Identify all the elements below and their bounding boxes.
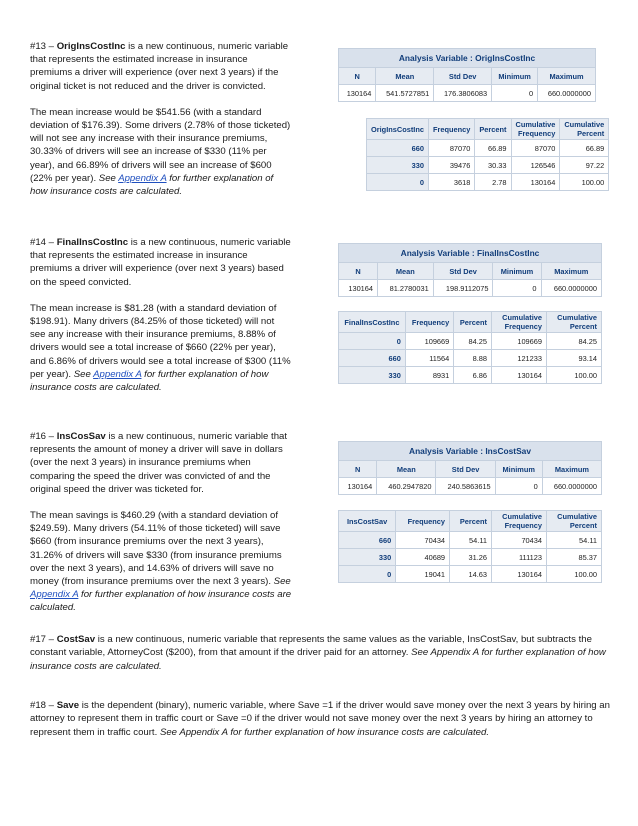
table-row: 660 11564 8.88 121233 93.14 bbox=[339, 350, 602, 367]
col-header: Std Dev bbox=[436, 461, 495, 478]
table-row: 330 40689 31.26 111123 85.37 bbox=[339, 549, 602, 566]
table-row: 660 87070 66.89 87070 66.89 bbox=[367, 140, 609, 157]
col-header: InsCostSav bbox=[339, 511, 396, 532]
table-title: Analysis Variable : InsCostSav bbox=[339, 442, 602, 461]
col-header: N bbox=[339, 68, 376, 85]
variable-name: Save bbox=[56, 700, 80, 711]
col-header: Cumulative Percent bbox=[560, 119, 609, 140]
col-header: Frequency bbox=[396, 511, 450, 532]
col-header: Minimum bbox=[495, 461, 542, 478]
appendix-a-link[interactable]: Appendix A bbox=[118, 172, 167, 184]
col-header: Cumulative Percent bbox=[547, 511, 602, 532]
table-row: 0 3618 2.78 130164 100.00 bbox=[367, 174, 609, 191]
analysis-table-orig bbox=[338, 48, 596, 102]
table-row: 0 19041 14.63 130164 100.00 bbox=[339, 566, 602, 583]
col-header: Maximum bbox=[542, 461, 601, 478]
col-header: Cumulative Frequency bbox=[492, 511, 547, 532]
col-header: Minimum bbox=[492, 68, 538, 85]
frequency-table-final bbox=[338, 311, 602, 384]
col-header: Frequency bbox=[428, 119, 474, 140]
col-header: Maximum bbox=[538, 68, 596, 85]
col-header: Maximum bbox=[541, 263, 602, 280]
table-row: 130164 460.2947820 240.5863615 0 660.0000000 bbox=[339, 478, 602, 495]
col-header: Percent bbox=[454, 312, 492, 333]
col-header: Percent bbox=[475, 119, 511, 140]
section-13-text bbox=[30, 40, 292, 198]
table-row: 130164 541.5727851 176.3806083 0 660.0000000 bbox=[339, 85, 596, 102]
section-14-text bbox=[30, 236, 292, 394]
paragraph-18: #18 – Save is the dependent (binary), numeric variable, where Save =1 if the driver would save money over the next 3 years by hiring an attorney to represent them in traffic court or Save =0 if the driver would not save money over the next 3 years by hiring an attorney to represent them in traffic court. See Appendix A for further explanation of how insurance costs are calculated. bbox=[30, 700, 610, 738]
frequency-table-orig bbox=[366, 118, 609, 191]
col-header: Mean bbox=[378, 263, 434, 280]
col-header: N bbox=[339, 263, 378, 280]
col-header: Mean bbox=[377, 461, 436, 478]
col-header: Frequency bbox=[405, 312, 453, 333]
table-title: Analysis Variable : OrigInsCostInc bbox=[339, 49, 596, 68]
col-header: FinalInsCostInc bbox=[339, 312, 406, 333]
table-row: 330 8931 6.86 130164 100.00 bbox=[339, 367, 602, 384]
col-header: Cumulative Percent bbox=[547, 312, 602, 333]
variable-name: OrigInsCostInc bbox=[56, 41, 126, 52]
section-16-intro: #16 – InsCosSav is a new continuous, numeric variable that represents the amount of money a driver will save in dollars (over the next 3 years) in insurance premiums when comparing the speed the driver was convicted of and the original speed the driver was ticketed for. bbox=[30, 431, 288, 495]
analysis-table-inscostsav bbox=[338, 441, 602, 495]
col-header: Std Dev bbox=[433, 263, 493, 280]
col-header: N bbox=[339, 461, 377, 478]
col-header: Std Dev bbox=[434, 68, 492, 85]
section-16-detail: The mean savings is $460.29 (with a standard deviation of $249.59). Many drivers (54.11% of those ticketed) will save $660 (from insurance premiums over the next 3 years), 31.26% of drivers will save $330 (from insurance premiums over the next 3 years), and 14.63% of drivers will save no money (from insurance premiums over the next 3 years). See Appendix A for further explanation of how insurance costs are calculated. bbox=[30, 510, 292, 614]
col-header: Cumulative Frequency bbox=[511, 119, 560, 140]
table-row: 330 39476 30.33 126546 97.22 bbox=[367, 157, 609, 174]
table-title: Analysis Variable : FinalInsCostInc bbox=[339, 244, 602, 263]
frequency-table-inscostsav bbox=[338, 510, 602, 583]
analysis-table-final bbox=[338, 243, 602, 297]
table-row: 660 70434 54.11 70434 54.11 bbox=[339, 532, 602, 549]
table-row: 130164 81.2780031 198.9112075 0 660.0000000 bbox=[339, 280, 602, 297]
appendix-a-link[interactable]: Appendix A bbox=[30, 589, 79, 601]
variable-name: CostSav bbox=[56, 634, 96, 645]
section-14-detail: The mean increase is $81.28 (with a standard deviation of $198.91). Many drivers (84.25% of those ticketed) will not see any increase with their insurance premiums, 8.88% of drivers would see a total increase of $660 (22% per year), and 6.86% of drivers would see a total increase of $300 (11% per year). See Appendix A for further explanation of how insurance costs are calculated. bbox=[30, 302, 291, 394]
col-header: OrigInsCostInc bbox=[367, 119, 429, 140]
section-16-text bbox=[30, 430, 292, 615]
col-header: Percent bbox=[450, 511, 492, 532]
paragraph-17: #17 – CostSav is a new continuous, numeric variable that represents the same values as the variable, InsCostSav, but subtracts the constant variable, AttorneyCost ($200), from that amount if the driver paid for an attorney. See Appendix A for further explanation of how insurance costs are calculated. bbox=[30, 634, 606, 672]
section-14-intro: #14 – FinalInsCostInc is a new continuous, numeric variable that represents the estimated increase in insurance premiums a driver will experience (over next 3 years) based on the speed convicted. bbox=[30, 237, 291, 288]
table-row: 0 109669 84.25 109669 84.25 bbox=[339, 333, 602, 350]
col-header: Cumulative Frequency bbox=[492, 312, 547, 333]
variable-name: FinalInsCostInc bbox=[56, 237, 129, 248]
section-13-intro: #13 – OrigInsCostInc is a new continuous, numeric variable that represents the estimated increase in insurance premiums a driver will experience (over next 3 years) if the original ticket is not reduced and the driver is convicted. bbox=[30, 41, 289, 92]
appendix-a-link[interactable]: Appendix A bbox=[93, 368, 142, 380]
section-13-detail: The mean increase would be $541.56 (with a standard deviation of $176.39). Some drivers (2.78% of those ticketed) will not see any increase with their insurance premiums, 30.33% of drivers will see an increase of $330 (11% per year), and 66.89% of drivers will see an increase of $600 (22% per year). See Appendix A for further explanation of how insurance costs are calculated. bbox=[30, 106, 291, 198]
variable-name: InsCosSav bbox=[56, 431, 106, 442]
col-header: Minimum bbox=[493, 263, 541, 280]
col-header: Mean bbox=[376, 68, 434, 85]
